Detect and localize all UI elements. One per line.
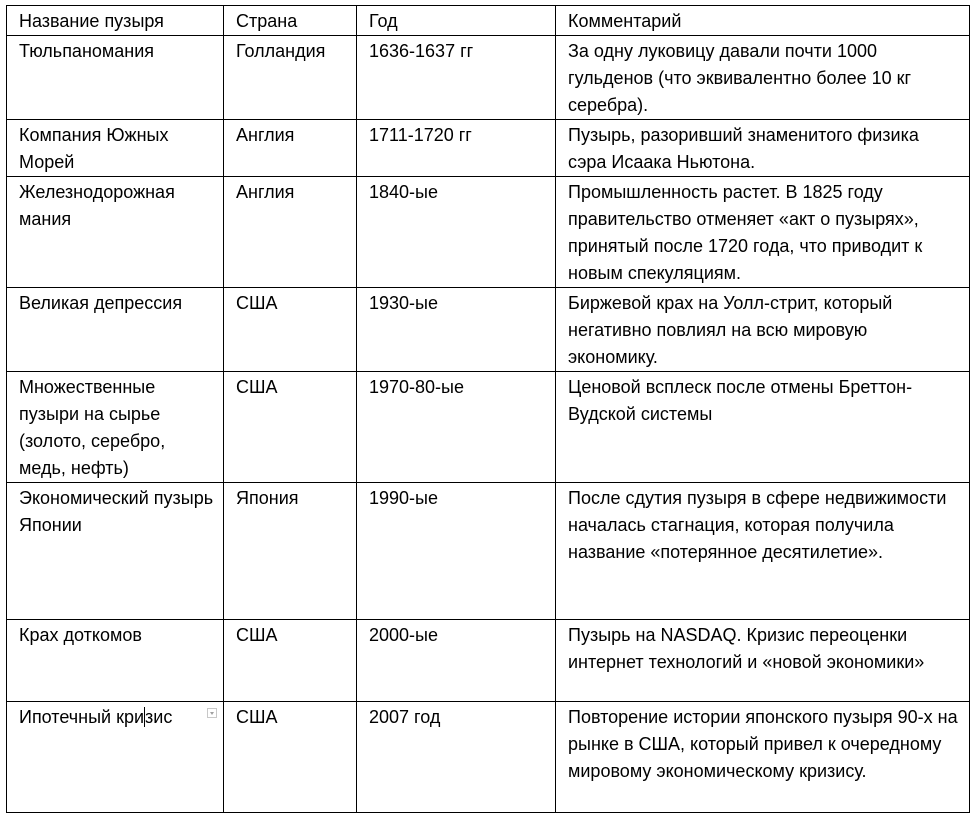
- dropdown-arrow-icon[interactable]: [207, 708, 217, 718]
- table-row: [7, 288, 970, 372]
- cell-name[interactable]: Экономический пузырь Японии: [7, 483, 224, 620]
- cell-year[interactable]: 1990-ые: [357, 483, 556, 620]
- cell-name[interactable]: Множественные пузыри на сырье (золото, серебро, медь, нефть): [7, 372, 224, 483]
- header-cell-country[interactable]: Страна: [224, 6, 357, 36]
- cell-country[interactable]: Япония: [224, 483, 357, 620]
- cell-name[interactable]: Компания Южных Морей: [7, 120, 224, 177]
- cell-name-active[interactable]: [7, 702, 224, 813]
- cell-comment[interactable]: За одну луковицу давали почти 1000 гульденов (что эквивалентно более 10 кг серебра).: [556, 36, 970, 120]
- cell-year[interactable]: 1711-1720 гг: [357, 120, 556, 177]
- cell-name[interactable]: Тюльпаномания: [7, 36, 224, 120]
- cell-text-after-cursor: зис: [145, 707, 173, 727]
- cell-text-before-cursor: Ипотечный кри: [19, 707, 145, 727]
- cell-name[interactable]: Железнодорожная мания: [7, 177, 224, 288]
- table-row: [7, 372, 970, 483]
- table-row: [7, 483, 970, 620]
- cell-year[interactable]: 2007 год: [357, 702, 556, 813]
- cell-year[interactable]: 1636-1637 гг: [357, 36, 556, 120]
- cell-comment[interactable]: Повторение истории японского пузыря 90-х на рынке в США, который привел к очередному мировому экономическому кризису.: [556, 702, 970, 813]
- cell-comment[interactable]: Ценовой всплеск после отмены Бреттон-Вудской системы: [556, 372, 970, 483]
- cell-name[interactable]: Крах доткомов: [7, 620, 224, 702]
- cell-comment[interactable]: Биржевой крах на Уолл-стрит, который негативно повлиял на всю мировую экономику.: [556, 288, 970, 372]
- cell-year[interactable]: 2000-ые: [357, 620, 556, 702]
- cell-country[interactable]: США: [224, 620, 357, 702]
- table-row: [7, 177, 970, 288]
- cell-comment[interactable]: Пузырь на NASDAQ. Кризис переоценки интернет технологий и «новой экономики»: [556, 620, 970, 702]
- header-cell-name[interactable]: Название пузыря: [7, 6, 224, 36]
- cell-name[interactable]: Великая депрессия: [7, 288, 224, 372]
- table-header-row: [7, 6, 970, 36]
- cell-year[interactable]: 1840-ые: [357, 177, 556, 288]
- cell-country[interactable]: Голландия: [224, 36, 357, 120]
- table-row: [7, 620, 970, 702]
- cell-country[interactable]: Англия: [224, 177, 357, 288]
- bubbles-table: [6, 5, 970, 813]
- cell-comment[interactable]: После сдутия пузыря в сфере недвижимости началась стагнация, которая получила название «потерянное десятилетие».: [556, 483, 970, 620]
- cell-country[interactable]: США: [224, 702, 357, 813]
- cell-comment[interactable]: Промышленность растет. В 1825 году правительство отменяет «акт о пузырях», принятый после 1720 года, что приводит к новым спекуляциям.: [556, 177, 970, 288]
- cell-year[interactable]: 1970-80-ые: [357, 372, 556, 483]
- table-row: [7, 120, 970, 177]
- cell-country[interactable]: США: [224, 372, 357, 483]
- cell-country[interactable]: США: [224, 288, 357, 372]
- table-row: [7, 36, 970, 120]
- cell-comment[interactable]: Пузырь, разоривший знаменитого физика сэра Исаака Ньютона.: [556, 120, 970, 177]
- cell-country[interactable]: Англия: [224, 120, 357, 177]
- cell-year[interactable]: 1930-ые: [357, 288, 556, 372]
- header-cell-comment[interactable]: Комментарий: [556, 6, 970, 36]
- table-row: [7, 702, 970, 813]
- header-cell-year[interactable]: Год: [357, 6, 556, 36]
